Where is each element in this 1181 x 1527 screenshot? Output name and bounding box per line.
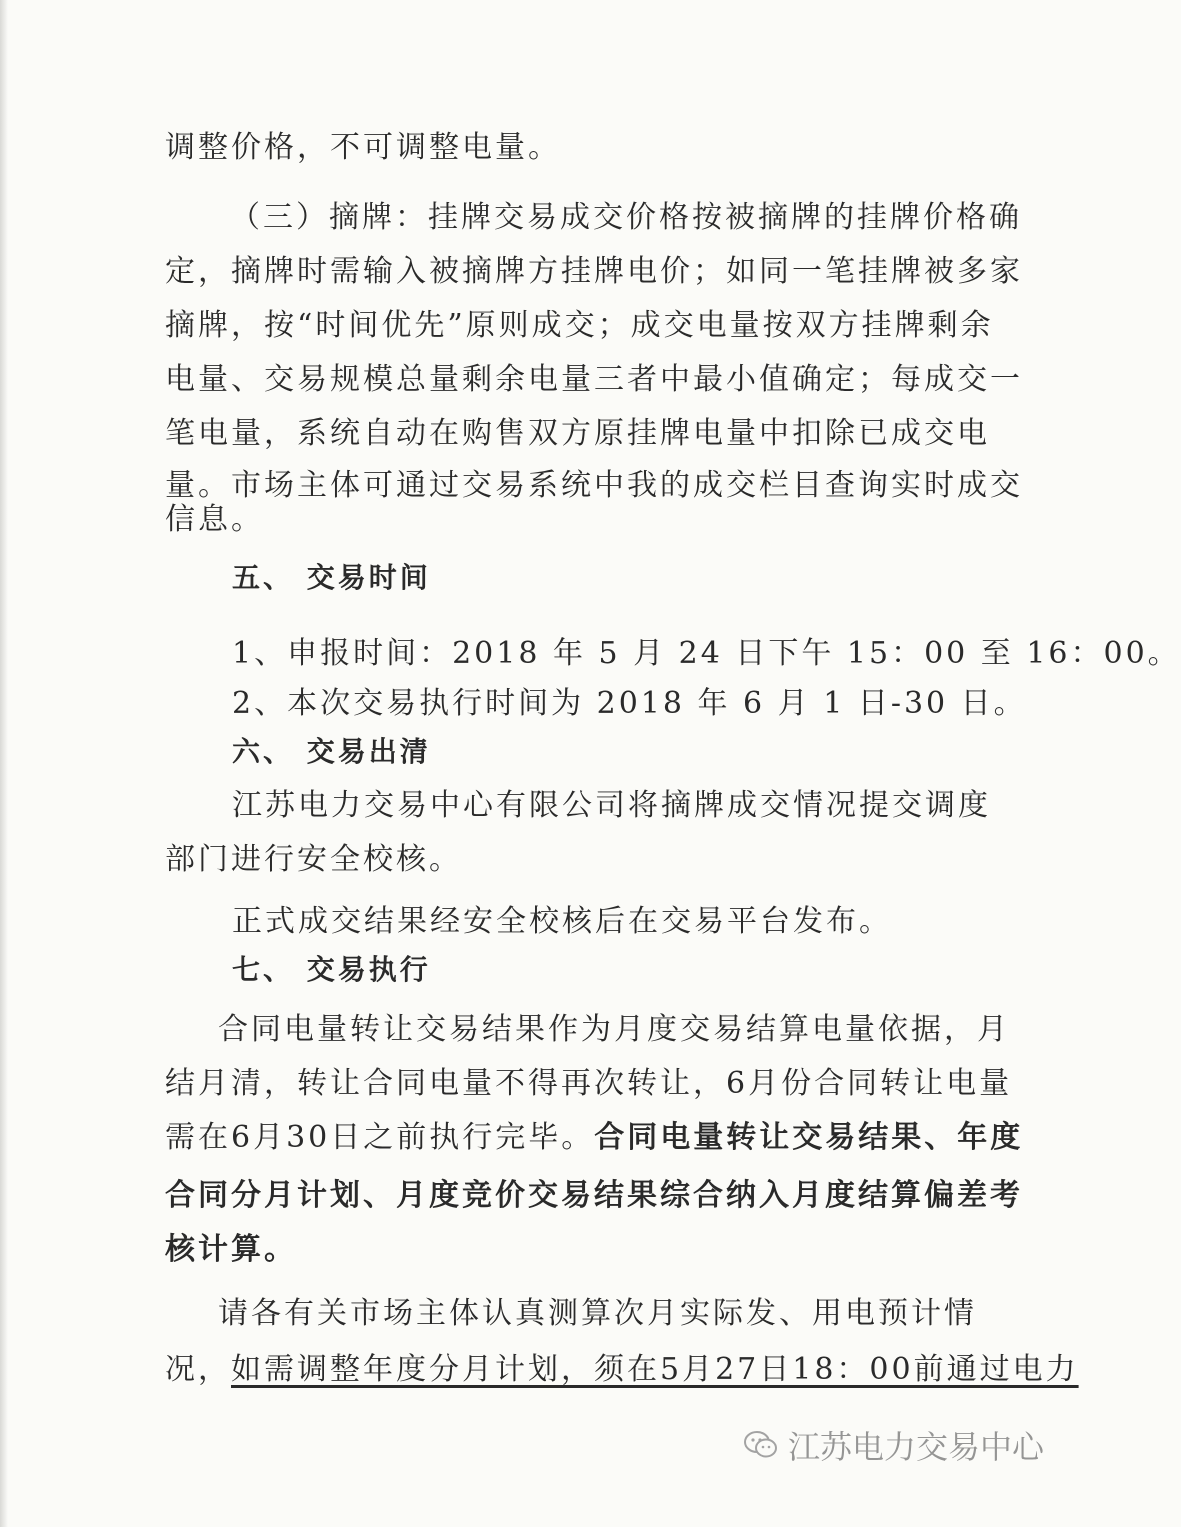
paragraph-line: 请各有关市场主体认真测算次月实际发、用电预计情 (218, 1296, 977, 1331)
paragraph-line: 结月清，转让合同电量不得再次转让，6月份合同转让电量 (165, 1066, 1013, 1101)
bold-text: 合同电量转让交易结果、年度 (594, 1120, 1024, 1155)
list-item: 2、本次交易执行时间为 2018 年 6 月 1 日-30 日。 (232, 686, 1027, 721)
paragraph-line: 合同电量转让交易结果作为月度交易结算电量依据，月 (218, 1012, 1010, 1047)
section-heading: 五、 交易时间 (232, 561, 431, 594)
paragraph-line: 调整价格，不可调整电量。 (165, 130, 561, 165)
paragraph-line: （三）摘牌：挂牌交易成交价格按被摘牌的挂牌价格确 (230, 200, 1022, 235)
paragraph-line: 电量、交易规模总量剩余电量三者中最小值确定；每成交一 (165, 362, 1023, 397)
section-heading: 七、 交易执行 (232, 953, 431, 986)
list-item: 1、申报时间：2018 年 5 月 24 日下午 15：00 至 16：00。 (232, 636, 1181, 671)
paragraph-line (165, 1350, 1079, 1390)
bold-paragraph-line: 核计算。 (165, 1232, 297, 1267)
paragraph-line (165, 1118, 1023, 1158)
paragraph-line: 江苏电力交易中心有限公司将摘牌成交情况提交调度 (232, 788, 991, 823)
underlined-text: 如需调整年度分月计划，须在5月27日18：00前通过电力 (231, 1352, 1079, 1387)
watermark (744, 1422, 1044, 1468)
watermark-text: 江苏电力交易中心 (787, 1428, 1044, 1466)
paragraph-line: 正式成交结果经安全校核后在交易平台发布。 (232, 904, 892, 939)
paragraph-line: 摘牌，按“时间优先”原则成交；成交电量按双方挂牌剩余 (165, 308, 994, 343)
section-heading: 六、 交易出清 (232, 735, 431, 768)
paragraph-line: 笔电量，系统自动在购售双方原挂牌电量中扣除已成交电 (165, 416, 990, 451)
normal-text: 需在6月30日之前执行完毕。 (165, 1120, 595, 1155)
paragraph-line: 定，摘牌时需输入被摘牌方挂牌电价；如同一笔挂牌被多家 (165, 254, 1023, 289)
page-edge-shadow (0, 0, 8, 1527)
paragraph-line: 部门进行安全校核。 (165, 842, 462, 877)
wechat-icon (744, 1430, 778, 1460)
bold-paragraph-line: 合同分月计划、月度竞价交易结果综合纳入月度结算偏差考 (165, 1178, 1023, 1213)
paragraph-line: 量。市场主体可通过交易系统中我的成交栏目查询实时成交 (165, 468, 1023, 503)
normal-text: 况， (165, 1352, 231, 1387)
paragraph-line: 信息。 (165, 502, 264, 537)
